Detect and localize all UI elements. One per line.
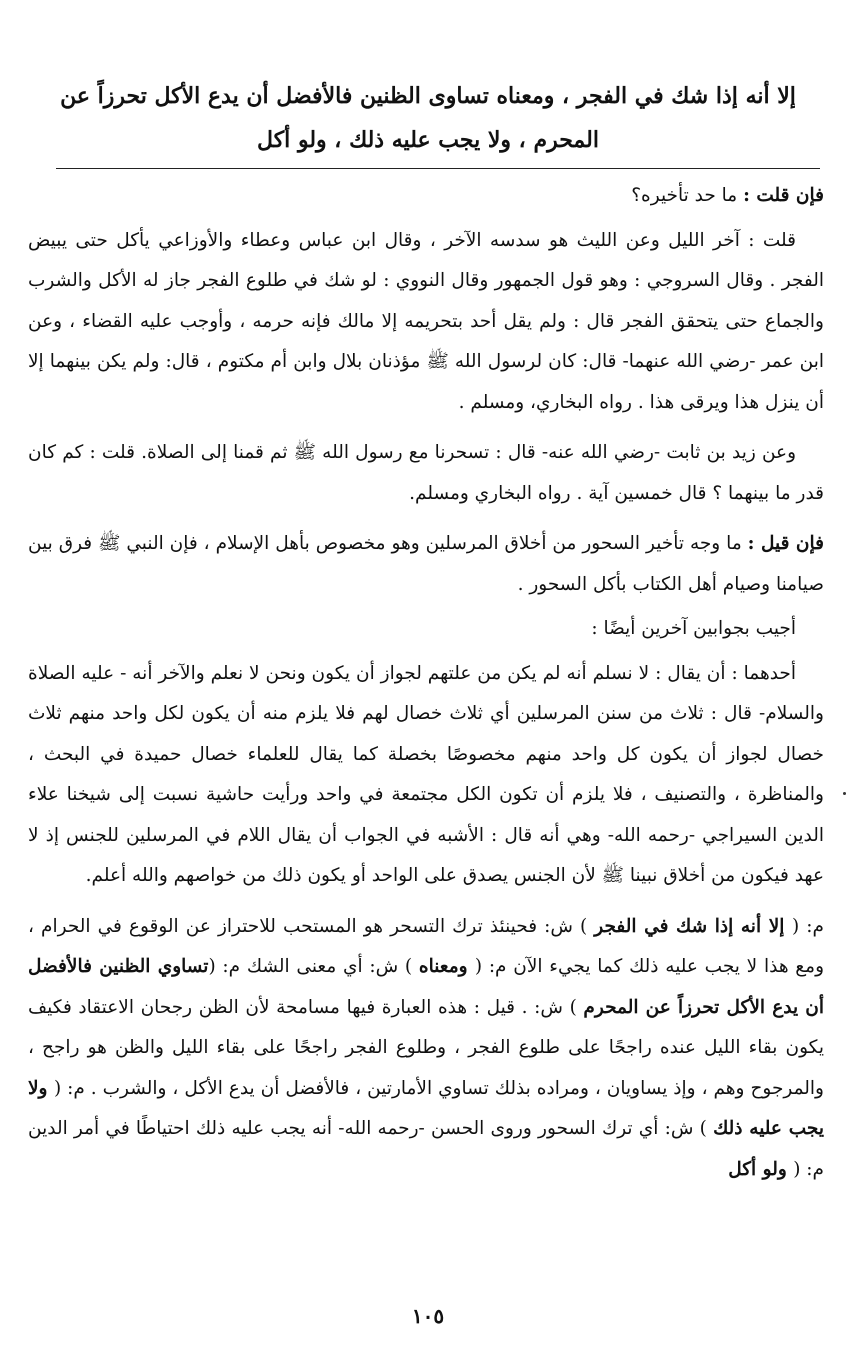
paragraph-two-answers: أحدهما : أن يقال : لا نسلم أنه لم يكن من علتهم لجواز أن يكون ونحن لا نعلم والآخر أنه - عليه الصلاة والسلام- قال : ثلاث من سنن المرسلين أي ثلاث خصال لهم فلا يلزم منه أن يكون لكل واحد منهم ثلاث خصال لجواز أن يكون كل واحد منهم مخصوصًا بخصلة كما يقال للعلماء خصال حميدة في البحث ، والمناظرة ، والتصنيف ، فلا يلزم أن تكون الكل مجتمعة في واحد ورأيت حاشية نسبت إلى شيخنا علاء الدين السيراجي -رحمه الله- وهي أنه قال : الأشبه في الجواب أن يقال اللام في المرسلين للجنس إذ لا عهد فيكون من أخلاق نبينا ﷺ لأن الجنس يصدق على الواحد أو يكون ذلك من خواصهم والله أعلم. <box>28 662 824 886</box>
question-text: ما حد تأخيره؟ <box>631 185 744 206</box>
matn-quote-1: إلا أنه إذا شك في الفجر <box>594 915 793 937</box>
commentary-seg-2: ) ش: فحينئذ ترك التسحر هو المستحب للاحتراز عن الوقوع في الحرام ، ومع هذا لا يجب عليه ذلك كما يجيء الآن م: ( <box>28 915 824 977</box>
matn-quote-4: ولا يجب عليه ذلك <box>28 1077 824 1139</box>
margin-dot <box>843 792 846 795</box>
commentary-seg-3: ) ش: أي معنى الشك م: ( <box>208 956 419 977</box>
page-number: ١٠٥ <box>411 1304 445 1328</box>
paragraph-answer-1: قلت : آخر الليل وعن الليث هو سدسه الآخر ، وقال ابن عباس وعطاء والأوزاعي يأكل حتى يبيض الفجر . وقال السروجي : وهو قول الجمهور وقال النووي : لو شك في طلوع الفجر جاز له الأكل والشرب والجماع حتى يتحقق الفجر قال : ولم يقل أحد بتحريمه إلا مالك فإنه حرمه ، وأوجب عليه القضاء ، وعن ابن عمر -رضي الله عنهما- قال: كان لرسول الله ﷺ مؤذنان بلال وابن أم مكتوم ، قال: ولم يكن بينهما إلا أن ينزل هذا ويرقى هذا . رواه البخاري، ومسلم . <box>28 229 824 413</box>
page-body <box>28 176 824 1200</box>
question-2-text: ما وجه تأخير السحور من أخلاق المرسلين وهو مخصوص بأهل الإسلام ، فإن النبي ﷺ فرق بين صيامنا وصيام أهل الكتاب بأكل السحور . <box>28 533 824 595</box>
question-lead: فإن قلت : <box>743 185 824 206</box>
paragraph-commentary <box>28 907 824 1191</box>
paragraph-question-2 <box>28 524 824 605</box>
commentary-seg-4: ) ش: . قيل : هذه العبارة فيها مسامحة لأن الظن رجحان الاعتقاد فكيف يكون بقاء الليل عنده راجحًا على طلوع الفجر ، وطلوع الفجر راجحًا على بقاء الليل والظن هو راجح ، والمرجوح وهم ، وإذ يساويان ، ومراده بذلك تساوي الأمارتين ، فالأفضل أن يدع الأكل ، والشرب . م: ( <box>28 996 824 1099</box>
matn-quote-5: ولو أكل <box>728 1158 794 1180</box>
header-divider <box>56 168 820 169</box>
paragraph-hadith-zaid: وعن زيد بن ثابت -رضي الله عنه- قال : تسحرنا مع رسول الله ﷺ ثم قمنا إلى الصلاة. قلت : كم كان قدر ما بينهما ؟ قال خمسين آية . رواه البخاري ومسلم. <box>28 442 824 504</box>
matn-quote-2: ومعناه <box>418 956 475 977</box>
commentary-seg-1: م: ( <box>792 915 824 937</box>
question-2-lead: فإن قيل : <box>747 533 824 554</box>
matn-quote-3: تساوي الظنين فالأفضل أن يدع الأكل تحرزاً عن المحرم <box>28 956 824 1018</box>
commentary-seg-5: ) ش: أي ترك السحور وروى الحسن -رحمه الله- أنه يجب عليه ذلك احتياطًا في أمر الدين م: ( <box>28 1118 824 1180</box>
page-header-text: إلا أنه إذا شك في الفجر ، ومعناه تساوى الظنين فالأفضل أن يدع الأكل تحرزاً عن المحرم ، ولا يجب عليه ذلك ، ولو أكل <box>60 83 796 153</box>
paragraph-answer-intro: أجيب بجوابين آخرين أيضًا : <box>591 618 796 639</box>
paragraph-question-1 <box>28 176 824 217</box>
